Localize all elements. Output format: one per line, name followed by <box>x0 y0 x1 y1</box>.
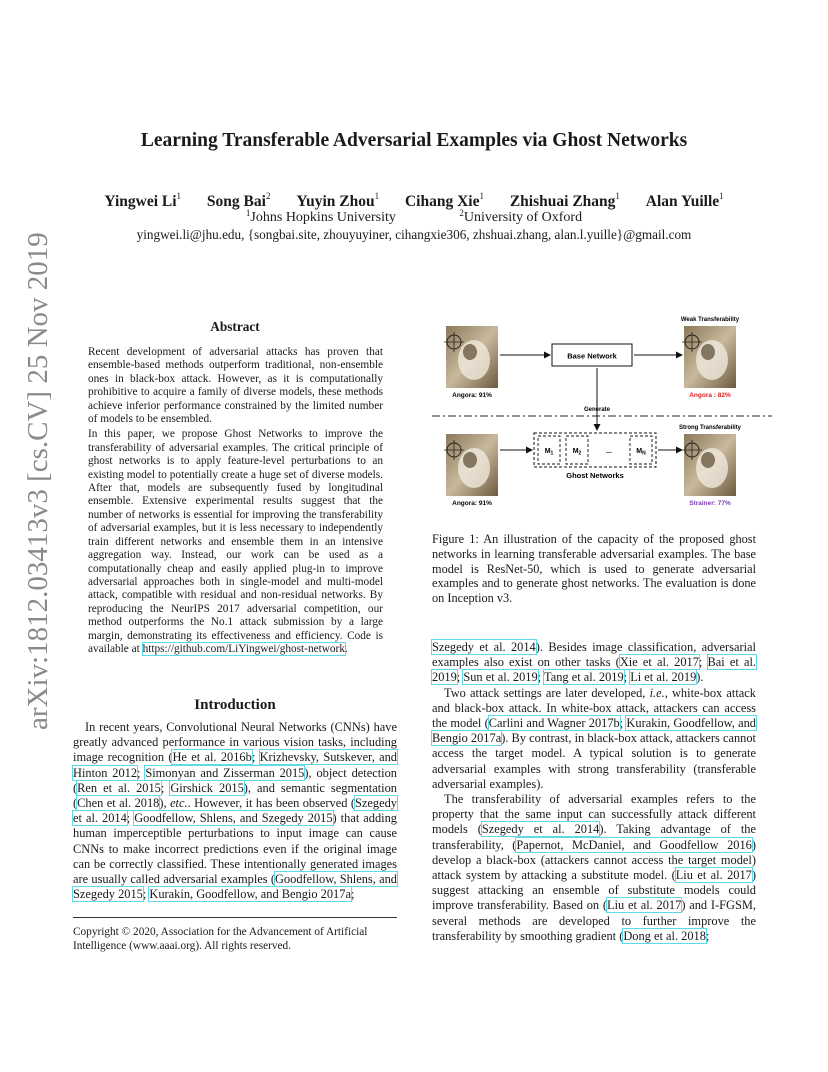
copyright-notice: Copyright © 2020, Association for the Advancement of Artificial Intelligence (www.aaai.org). All rights reserved. <box>73 917 397 953</box>
citation[interactable]: Bai et al. 2019 <box>432 655 757 685</box>
introduction-heading: Introduction <box>194 697 276 713</box>
code-link[interactable]: https://github.com/LiYingwei/ghost-network <box>142 642 345 655</box>
angora-bottom-label: Angora: 91% <box>452 500 492 507</box>
author-4: Cihang Xie$^1$ <box>404 191 484 210</box>
citation[interactable]: Szegedy et al. 2014 <box>73 796 397 826</box>
citation[interactable]: Li et al. 2019 <box>630 670 697 685</box>
citation[interactable]: Ren et al. 2015 <box>77 780 161 795</box>
strong-transferability-label: Strong Transferability <box>678 425 742 431</box>
figure-1-diagram <box>432 312 772 522</box>
author-3: Yuyin Zhou$^1$ <box>296 191 380 210</box>
affiliation-1: $^1$Johns Hopkins University <box>245 208 396 225</box>
arxiv-sidebar-id: arXiv:1812.03413v3 [cs.CV] 25 Nov 2019 <box>22 232 54 730</box>
abstract-heading: Abstract <box>210 319 260 334</box>
citation[interactable]: Girshick 2015 <box>170 780 244 795</box>
citation[interactable]: Xie et al. 2017 <box>619 655 699 670</box>
intro-paragraph-1: In recent years, Convolutional Neural Networks (CNNs) have greatly advanced performance in various vision tasks, including image recognition (He et al. 2016b; Krizhevsky, Sutskever, and Hinton 2012; Simonyan and Zisserman 2015), object detection (Ren et al. 2015; Girshick 2015), and semantic segmentation (Chen et al. 2018), etc.. However, it has been observed (Szegedy et al. 2014; Goodfellow, Shlens, and Szegedy 2015) that adding human imperceptible perturbations to input image can cause CNNs to make incorrect predictions even if the original image can be correctly classified. These intentionally generated images are usually called adversarial examples (Goodfellow, Shlens, and Szegedy 2015; Kurakin, Goodfellow, and Bengio 2017a; <box>73 720 398 902</box>
author-emails: yingwei.li@jhu.edu, {songbai.site, zhouyuyiner, cihangxie306, zhshuai.zhang, alan.l.yuille}@gmail.com <box>136 227 692 242</box>
author-5: Zhishuai Zhang$^1$ <box>509 191 620 210</box>
citation[interactable]: He et al. 2016b <box>172 750 252 765</box>
author-list <box>0 193 828 211</box>
right-column-body <box>432 640 756 944</box>
citation[interactable]: Papernot, McDaniel, and Goodfellow 2016 <box>516 837 752 852</box>
citation[interactable]: Krizhevsky, Sutskever, and Hinton 2012 <box>73 750 397 780</box>
paper-title: Learning Transferable Adversarial Examples via Ghost Networks <box>140 130 688 151</box>
angora-result-label: Angora : 82% <box>689 392 731 399</box>
abstract-body <box>88 346 383 658</box>
generate-label: Generate <box>583 407 611 413</box>
citation[interactable]: Szegedy et al. 2014 <box>481 822 600 837</box>
citation[interactable]: Chen et al. 2018 <box>77 796 160 811</box>
introduction-body <box>73 720 397 902</box>
output-image-bottom <box>682 434 736 496</box>
citation[interactable]: Goodfellow, Shlens, and Szegedy 2015 <box>134 811 333 826</box>
input-image-bottom <box>444 434 498 496</box>
strainer-result-label: Strainer: 77% <box>689 500 731 507</box>
citation[interactable]: Tang et al. 2019 <box>544 670 624 685</box>
ghost-model-2-label: $M_2$ <box>572 448 582 457</box>
base-network-label: Base Network <box>567 351 617 361</box>
citation[interactable]: Kurakin, Goodfellow, and Bengio 2017a <box>432 716 756 746</box>
author-1: Yingwei Li$^1$ <box>104 191 182 210</box>
figure-1 <box>432 312 772 522</box>
angora-top-label: Angora: 91% <box>452 392 492 399</box>
citation[interactable]: Kurakin, Goodfellow, and Bengio 2017a <box>149 887 351 902</box>
citation[interactable]: Goodfellow, Shlens, and Szegedy 2015 <box>73 872 397 902</box>
author-6: Alan Yuille$^1$ <box>645 191 724 210</box>
abstract-paragraph-2: In this paper, we propose Ghost Networks to improve the transferability of adversarial examples. The critical principle of ghost networks is to apply feature-level perturbations to an existing model to potentially create a huge set of diverse models. After that, models are subsequently fused by longitudinal ensemble. Extensive experimental results suggest that the number of networks is essential for improving the transferability of adversarial examples, but it is less necessary to independently train different networks and ensemble them in an intensive aggregation way. Instead, our work can be used as a computationally cheap and easily applied plug-in to improve adversarial approaches both in single-model and multi-model attack, compatible with residual and non-residual networks. By reproducing the NeurIPS 2017 adversarial competition, our method outperforms the No.1 attack submission by a large margin, demonstrating its effectiveness and efficiency. Code is available at https://github.com/LiYingwei/ghost-network. <box>88 428 383 655</box>
citation[interactable]: Liu et al. 2017 <box>607 898 682 913</box>
right-paragraph-2: Two attack settings are later developed, i.e., white-box attack and black-box attack. In white-box attack, attackers can access the model (Carlini and Wagner 2017b; Kurakin, Goodfellow, and Bengio 2017a). By contrast, in black-box attack, attackers cannot access the target model. A typical solution is to generate adversarial examples with strong transferability (transferable adversarial examples). <box>432 685 756 791</box>
ghost-model-dots: ... <box>606 448 612 455</box>
ghost-model-1-label: $M_1$ <box>544 448 554 457</box>
weak-transferability-label: Weak Transferability <box>680 317 740 323</box>
figure-1-caption: Figure 1: An illustration of the capacity of the proposed ghost networks in learning transferable adversarial examples. The base model is ResNet-50, which is used to generate adversarial examples and to generate ghost networks. The evaluation is done on Inception v3. <box>432 532 756 606</box>
output-image-top <box>682 326 736 388</box>
citation[interactable]: Simonyan and Zisserman 2015 <box>145 765 305 780</box>
citation[interactable]: Szegedy et al. 2014 <box>432 640 536 654</box>
ghost-networks-label: Ghost Networks <box>566 471 624 480</box>
citation[interactable]: Carlini and Wagner 2017b <box>488 716 620 731</box>
ghost-model-n-label: $M_N$ <box>636 448 646 457</box>
citation[interactable]: Liu et al. 2017 <box>675 868 752 883</box>
abstract-paragraph-1: Recent development of adversarial attacks has proven that ensemble-based methods outperform traditional, non-ensemble ones in black-box attack. However, as it is computationally prohibitive to acquire a family of diverse models, these methods achieve inferior performance constrained by the limited number of models to be ensembled. <box>88 346 383 426</box>
affiliations <box>0 210 828 226</box>
author-2: Song Bai$^2$ <box>206 191 271 210</box>
affiliation-2: $^2$University of Oxford <box>459 208 583 225</box>
right-paragraph-3: The transferability of adversarial examples refers to the property that the same input can successfully attack different models (Szegedy et al. 2014). Taking advantage of the transferability, (Papernot, McDaniel, and Goodfellow 2016) develop a black-box (attackers cannot access the target model) attack system by attacking a substitute model. (Liu et al. 2017) suggest attacking an ensemble of substitute models could improve transferability. Based on (Liu et al. 2017) and I-FGSM, several methods are developed to further improve the transferability by smoothing gradient (Dong et al. 2018; <box>432 792 756 943</box>
input-image-top <box>444 326 498 388</box>
right-paragraph-1: Szegedy et al. 2014). Besides image classification, adversarial examples also exist on other tasks (Xie et al. 2017; Bai et al. 2019; Sun et al. 2019; Tang et al. 2019; Li et al. 2019). <box>432 640 757 685</box>
citation[interactable]: Sun et al. 2019 <box>463 670 538 685</box>
citation[interactable]: Dong et al. 2018 <box>623 928 706 943</box>
